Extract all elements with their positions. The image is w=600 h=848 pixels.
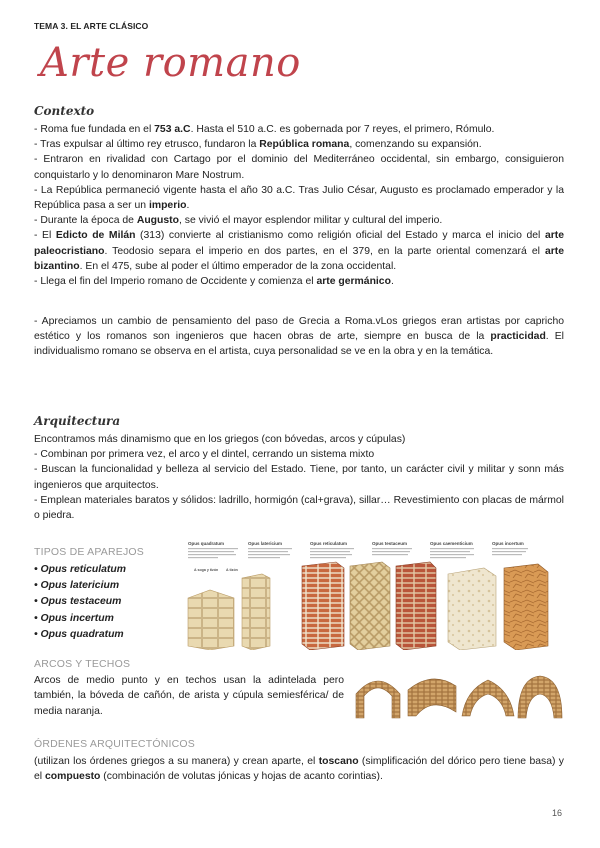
aparejos-figure xyxy=(186,538,562,650)
opus-incertum-block xyxy=(504,564,548,650)
arquitectura-line: - Buscan la funcionalidad y belleza al servicio del Estado. Tiene, por tanto, un carácter civil y militar y sonn más ingenieros que arquitectos. xyxy=(34,464,564,491)
arquitectura-line: - Combinan por primera vez, el arco y el dintel, cerrando un sistema mixto xyxy=(34,449,375,461)
aparejo-item: • Opus latericium xyxy=(34,580,120,592)
arcos-heading: ARCOS Y TECHOS xyxy=(34,658,131,670)
ordenes-text: (utilizan los órdenes griegos a su manera) y crean aparte, el toscano (simplificación del dórico pero tiene basa) y el compuesto (combinación de volutas jónicas y hojas de acanto corintias). xyxy=(34,756,564,783)
contexto-line: - Tras expulsar al último rey etrusco, fundaron la República romana, comenzando su expansión. xyxy=(34,139,482,151)
page-number: 16 xyxy=(552,808,563,818)
aparejos-heading: TIPOS DE APAREJOS xyxy=(34,546,144,558)
barrel-vault-icon xyxy=(408,679,456,716)
opus-caementicium-block xyxy=(448,568,496,650)
fig-label: Opus caementicium xyxy=(430,541,473,546)
fig-label: Opus testaceum xyxy=(372,541,408,546)
contexto-line: - La República permaneció vigente hasta el año 30 a.C. Tras Julio César, Augusto es proclamado emperador y la República pasa a ser un imperio. xyxy=(34,184,564,212)
opus-reticulatum-block xyxy=(350,562,390,650)
arcos-figure xyxy=(352,668,564,720)
page-title: Arte romano xyxy=(40,40,301,86)
fig-sublabel: A tizón xyxy=(226,568,238,572)
arquitectura-line: Encontramos más dinamismo que en los griegos (con bóvedas, arcos y cúpulas) xyxy=(34,434,406,445)
arcos-text: Arcos de medio punto y en techos usan la adintelada pero también, la bóveda de cañón, de arista y cúpula semiesférica/ de media naranja. xyxy=(34,675,344,717)
contexto-milan: - El Edicto de Milán (313) convierte al cristianismo como religión oficial del Estado y marca el inicio del arte paleocristiano. Teodosio separa el imperio en dos partes, en el 379, en la parte oriental comenzará el arte bizantino. En el 475, sube al poder el último emperador de la zona occidental. xyxy=(34,230,564,272)
contexto-compare: - Apreciamos un cambio de pensamiento del paso de Grecia a Roma.vLos griegos eran artistas por capricho estético y los romanos son ingenieros que hacen obras de arte, siempre en busca de la practicidad. El individualismo romano se observa en el artista, cuya personalidad se ve en la obra y en la temática. xyxy=(34,316,564,358)
arquitectura-body xyxy=(34,432,564,523)
opus-quadratum-block-2 xyxy=(242,574,270,650)
aparejo-item: • Opus testaceum xyxy=(34,596,122,608)
opus-testaceum-block xyxy=(396,562,436,650)
dome-icon xyxy=(518,676,562,718)
fig-label: Opus latericium xyxy=(248,541,283,546)
aparejo-item: • Opus incertum xyxy=(34,612,114,624)
fig-label: Opus quadratum xyxy=(188,541,225,546)
arquitectura-line: - Emplean materiales baratos y sólidos: ladrillo, hormigón (cal+grava), sillar… Revestimiento con placas de mármol o piedra. xyxy=(34,494,564,522)
arquitectura-heading: Arquitectura xyxy=(34,414,121,428)
aparejos-list xyxy=(34,562,126,643)
topic-label: TEMA 3. EL ARTE CLÁSICO xyxy=(34,21,149,31)
aparejo-item: • Opus reticulatum xyxy=(34,564,126,575)
fig-sublabel: A soga y tizón xyxy=(194,568,219,572)
arch-icon xyxy=(356,681,400,718)
opus-quadratum-block xyxy=(188,590,234,650)
contexto-line: - Durante la época de Augusto, se vivió el mayor esplendor militar y cultural del imperio. xyxy=(34,215,443,227)
groin-vault-icon xyxy=(462,680,514,716)
fig-label: Opus reticulatum xyxy=(310,541,348,546)
fig-label: Opus incertum xyxy=(492,541,524,546)
contexto-line: - Roma fue fundada en el 753 a.C. Hasta el 510 a.C. es gobernada por 7 reyes, el primero, Rómulo. xyxy=(34,124,495,135)
contexto-line: - Entraron en rivalidad con Cartago por el dominio del Mediterráneo occidental, sin embargo, consiguieron conquistarlo y lo denominaron Mare Nostrum. xyxy=(34,154,564,181)
opus-latericium-block xyxy=(302,562,344,650)
contexto-body xyxy=(34,122,564,289)
contexto-heading: Contexto xyxy=(34,104,95,118)
contexto-line: - Llega el fin del Imperio romano de Occidente y comienza el arte germánico. xyxy=(34,276,394,288)
aparejo-item: • Opus quadratum xyxy=(34,628,124,640)
ordenes-heading: ÓRDENES ARQUITECTÓNICOS xyxy=(34,738,195,750)
fig-desc-lines xyxy=(188,548,528,558)
